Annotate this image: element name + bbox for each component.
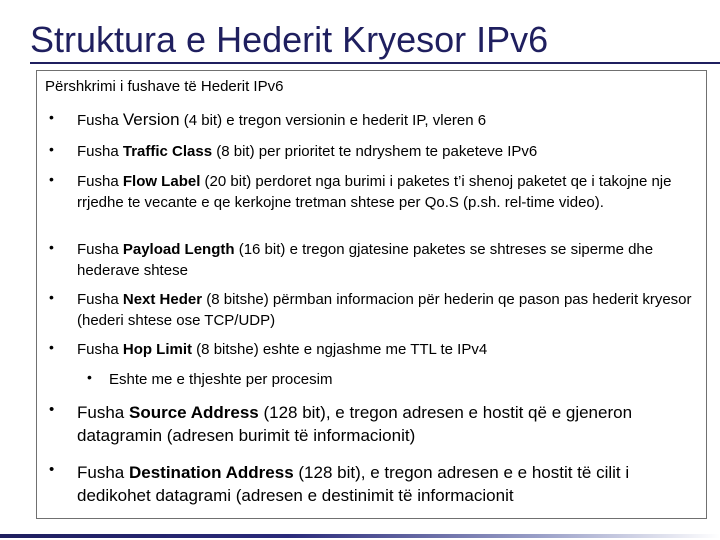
bullet-text: Fusha Traffic Class (8 bit) per prioritet te ndryshem te paketeve IPv6 (77, 143, 538, 160)
bullet-text: Fusha Destination Address (128 bit), e tregon adresen e e hostit të cilit i dedikohet datagrami (adresen e destinimit të informacionit (77, 463, 630, 505)
bullet-text: Fusha Source Address (128 bit), e tregon adresen e hostit që e gjeneron datagramin (adresen burimit të informacionit) (77, 403, 633, 445)
field-name: Next Heder (122, 291, 203, 308)
bullet-dot: • (49, 239, 54, 255)
field-name: Hop Limit (122, 341, 193, 358)
box-heading: Përshkrimi i fushave të Hederit IPv6 (45, 78, 284, 95)
footer-divider (0, 534, 720, 538)
bullet-dot: • (49, 109, 54, 125)
bullet-dot: • (49, 289, 54, 305)
bullet-text: Fusha Flow Label (20 bit) perdoret nga burimi i paketes t’i shenoj paketet qe i takojne nje rrjedhe te vecante e qe kerkojne tretman shtese per Qo.S (p.sh. rel-time video). (77, 173, 672, 211)
bullet-dot: • (49, 171, 54, 187)
bullet-text: Fusha Version (4 bit) e tregon versionin e hederit IP, vleren 6 (77, 110, 487, 129)
field-name: Payload Length (122, 241, 235, 258)
bullet-text: Fusha Hop Limit (8 bitshe) eshte e ngjashme me TTL te IPv4 (77, 341, 488, 358)
field-name: Flow Label (122, 173, 201, 190)
bullet-dot: • (87, 369, 92, 385)
content-box (36, 70, 707, 519)
bullet-dot: • (49, 401, 55, 418)
bullet-dot: • (49, 141, 54, 157)
bullet-text: Fusha Next Heder (8 bitshe) përmban informacion për hederin qe pason pas hederit kryesor (hederi shtese ose TCP/UDP) (77, 291, 692, 329)
bullet-dot: • (49, 339, 54, 355)
slide-title: Struktura e Hederit Kryesor IPv6 (30, 19, 549, 60)
field-name: Destination Address (128, 463, 294, 482)
bullet-text: Fusha Payload Length (16 bit) e tregon gjatesine paketes se shtreses se siperme dhe hederave shtese (77, 241, 654, 279)
field-name: Version (122, 110, 180, 129)
field-name: Source Address (128, 403, 259, 422)
bullet-text: Eshte me e thjeshte per procesim (109, 371, 333, 388)
bullet-dot: • (49, 461, 55, 478)
field-name: Traffic Class (122, 143, 213, 160)
title-divider (30, 62, 720, 64)
